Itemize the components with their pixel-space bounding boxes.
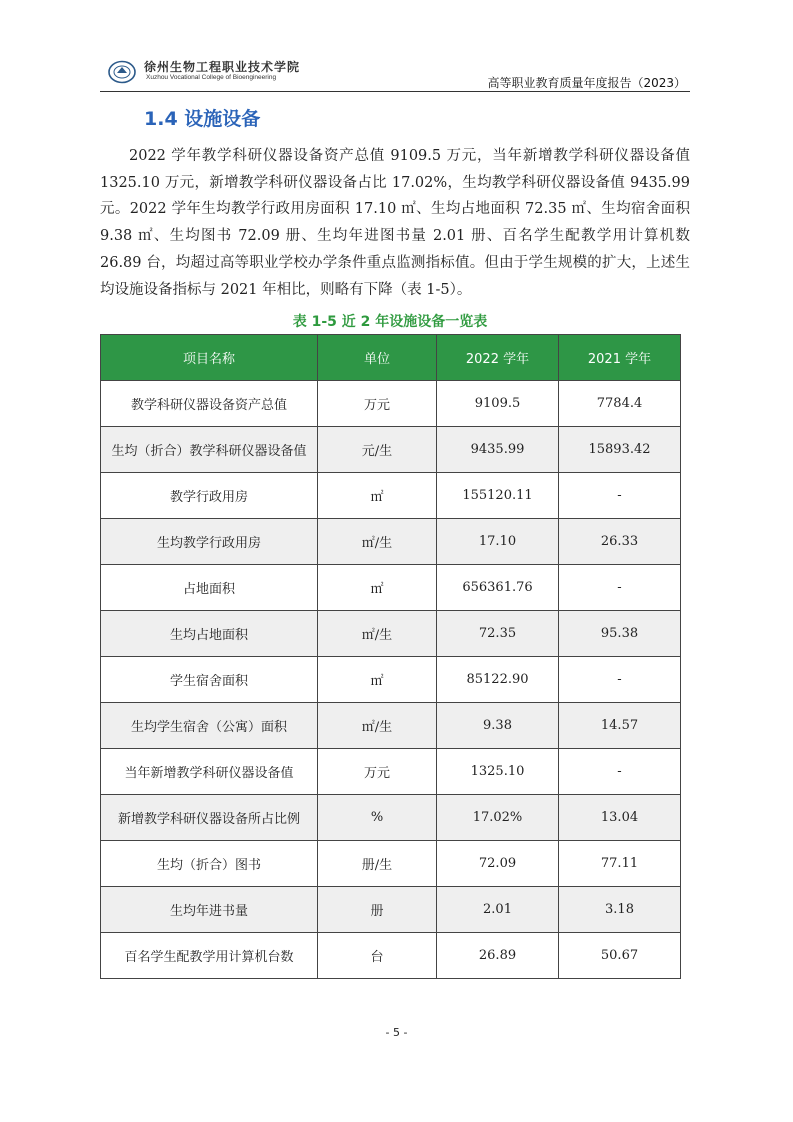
unit-cell: 元/生 <box>318 427 437 473</box>
value-2022-cell: 2.01 <box>437 887 559 933</box>
value-2021-cell: - <box>559 473 681 519</box>
item-name-cell: 教学行政用房 <box>101 473 318 519</box>
header-divider <box>100 91 690 92</box>
table-caption: 表 1-5 近 2 年设施设备一览表 <box>292 314 488 330</box>
value-2021-cell: - <box>559 657 681 703</box>
table-row <box>101 933 681 979</box>
item-name-cell: 占地面积 <box>101 565 318 611</box>
column-header-2022: 2022 学年 <box>437 335 559 381</box>
value-2021-cell: 50.67 <box>559 933 681 979</box>
college-emblem-icon <box>108 60 136 84</box>
item-name-cell: 当年新增教学科研仪器设备值 <box>101 749 318 795</box>
table-body <box>101 381 681 979</box>
column-header-item: 项目名称 <box>101 335 318 381</box>
table-header-row <box>101 335 681 381</box>
table-row <box>101 657 681 703</box>
report-title: 高等职业教育质量年度报告（2023） <box>487 76 686 90</box>
item-name-cell: 生均年进书量 <box>101 887 318 933</box>
value-2022-cell: 9435.99 <box>437 427 559 473</box>
value-2021-cell: - <box>559 749 681 795</box>
table-row <box>101 611 681 657</box>
value-2022-cell: 17.10 <box>437 519 559 565</box>
value-2022-cell: 656361.76 <box>437 565 559 611</box>
section-heading: 1.4 设施设备 <box>144 108 261 130</box>
item-name-cell: 生均教学行政用房 <box>101 519 318 565</box>
item-name-cell: 生均（折合）图书 <box>101 841 318 887</box>
column-header-2021: 2021 学年 <box>559 335 681 381</box>
value-2021-cell: - <box>559 565 681 611</box>
item-name-cell: 学生宿舍面积 <box>101 657 318 703</box>
unit-cell: ㎡ <box>318 565 437 611</box>
unit-cell: 万元 <box>318 381 437 427</box>
value-2022-cell: 9.38 <box>437 703 559 749</box>
value-2022-cell: 17.02% <box>437 795 559 841</box>
value-2021-cell: 3.18 <box>559 887 681 933</box>
table-row <box>101 381 681 427</box>
table-row <box>101 519 681 565</box>
value-2022-cell: 85122.90 <box>437 657 559 703</box>
unit-cell: ㎡/生 <box>318 703 437 749</box>
section-paragraph: 2022 学年教学科研仪器设备资产总值 9109.5 万元，当年新增教学科研仪器设备值 1325.10 万元，新增教学科研仪器设备占比 17.02%，生均教学科研仪器设备值 9435.99 元。2022 学年生均教学行政用房面积 17.10 ㎡、生均占地面积 72.35 ㎡、生均宿舍面积 9.38 ㎡、生均图书 72.09 册、生均年进图书量 2.01 册、百名学生配教学用计算机数 26.89 台，均超过高等职业学校办学条件重点监测指标值。但由于学生规模的扩大，上述生均设施设备指标与 2021 年相比，则略有下降（表 1-5）。 <box>100 148 690 298</box>
value-2022-cell: 72.35 <box>437 611 559 657</box>
value-2021-cell: 95.38 <box>559 611 681 657</box>
page-number: - 5 - <box>385 1026 408 1039</box>
unit-cell: % <box>318 795 437 841</box>
facilities-table <box>100 334 681 979</box>
unit-cell: 册 <box>318 887 437 933</box>
item-name-cell: 生均占地面积 <box>101 611 318 657</box>
unit-cell: ㎡/生 <box>318 519 437 565</box>
item-name-cell: 百名学生配教学用计算机台数 <box>101 933 318 979</box>
value-2022-cell: 26.89 <box>437 933 559 979</box>
column-header-unit: 单位 <box>318 335 437 381</box>
table-row <box>101 795 681 841</box>
page-header <box>100 54 690 92</box>
value-2021-cell: 15893.42 <box>559 427 681 473</box>
unit-cell: ㎡ <box>318 473 437 519</box>
table-row <box>101 749 681 795</box>
value-2021-cell: 14.57 <box>559 703 681 749</box>
table-row <box>101 703 681 749</box>
college-name-cn: 徐州生物工程职业技术学院 <box>144 60 301 74</box>
value-2022-cell: 155120.11 <box>437 473 559 519</box>
value-2021-cell: 7784.4 <box>559 381 681 427</box>
item-name-cell: 教学科研仪器设备资产总值 <box>101 381 318 427</box>
value-2022-cell: 72.09 <box>437 841 559 887</box>
unit-cell: ㎡/生 <box>318 611 437 657</box>
table-row <box>101 887 681 933</box>
item-name-cell: 生均（折合）教学科研仪器设备值 <box>101 427 318 473</box>
unit-cell: ㎡ <box>318 657 437 703</box>
unit-cell: 册/生 <box>318 841 437 887</box>
table-row <box>101 841 681 887</box>
value-2021-cell: 13.04 <box>559 795 681 841</box>
value-2022-cell: 9109.5 <box>437 381 559 427</box>
table-row <box>101 565 681 611</box>
value-2021-cell: 77.11 <box>559 841 681 887</box>
item-name-cell: 新增教学科研仪器设备所占比例 <box>101 795 318 841</box>
item-name-cell: 生均学生宿舍（公寓）面积 <box>101 703 318 749</box>
table-row <box>101 427 681 473</box>
value-2022-cell: 1325.10 <box>437 749 559 795</box>
unit-cell: 台 <box>318 933 437 979</box>
value-2021-cell: 26.33 <box>559 519 681 565</box>
table-row <box>101 473 681 519</box>
college-name-en: Xuzhou Vocational College of Bioengineering <box>146 74 277 81</box>
unit-cell: 万元 <box>318 749 437 795</box>
